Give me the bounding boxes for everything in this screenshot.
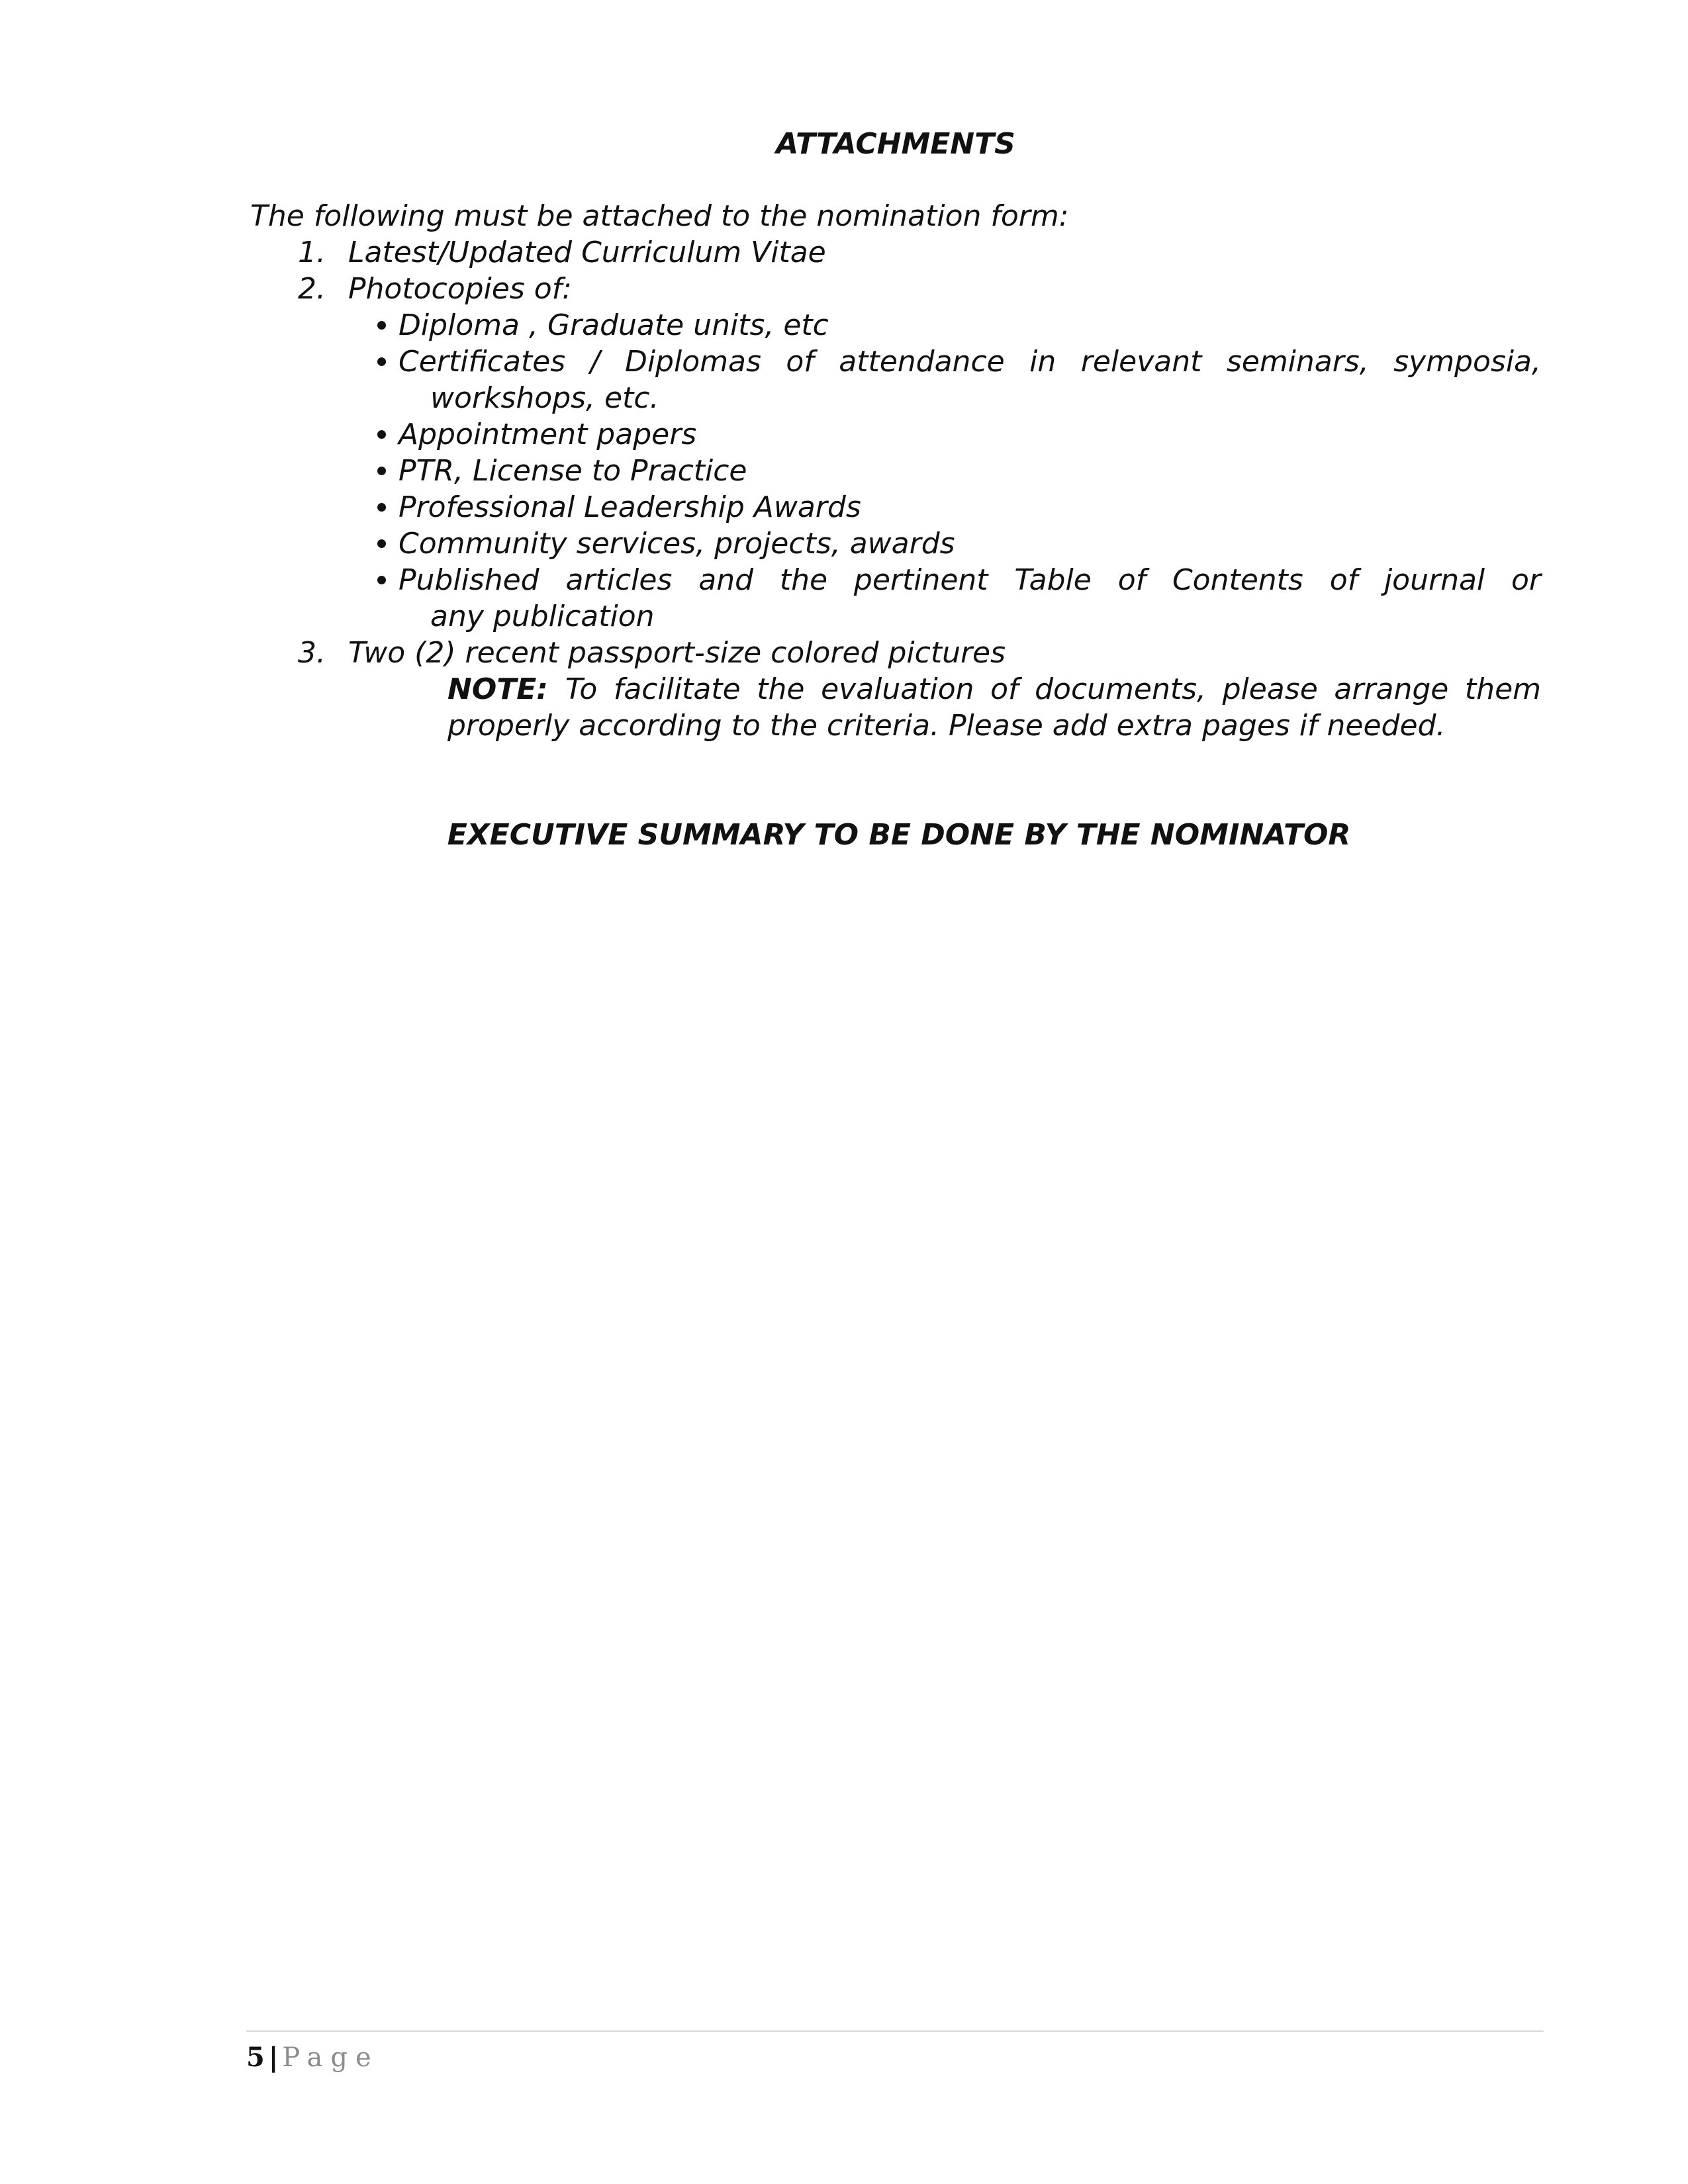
item-number: 2. [298,272,326,306]
list-item [377,416,1541,453]
bullet-text: Appointment papers [399,418,697,451]
bullet-icon [377,503,386,512]
note-label: NOTE: [447,672,548,706]
page-number: 5 [246,2042,265,2073]
bullet-text: Community services, projects, awards [399,527,955,561]
item-number: 1. [298,236,326,269]
bullet-text: Professional Leadership Awards [399,490,861,524]
list-item [250,271,1541,307]
intro-text: The following must be attached to the nomination form: [250,199,1069,233]
bullet-icon [377,576,386,584]
footer-page-label [246,2041,1544,2074]
bullet-text-continued: any publication [430,600,655,633]
document-body [250,126,1541,853]
item-text: Two (2) recent passport-size colored pictures [348,636,1006,670]
list-item [377,307,1541,343]
list-item [377,562,1541,635]
attachments-heading: ATTACHMENTS [776,127,1015,161]
note-block [447,671,1541,744]
list-item [250,234,1541,271]
bullet-icon [377,467,386,475]
list-item [377,489,1541,525]
list-item [250,635,1541,671]
footer-divider [246,2030,1544,2032]
list-item [377,525,1541,562]
note-text-continued: properly according to the criteria. Please add extra pages if needed. [447,709,1446,743]
bullet-text: Published articles and the pertinent Table of Contents of journal or [399,563,1541,597]
bullet-text: Diploma , Graduate units, etc [399,308,829,342]
bullet-text-continued: workshops, etc. [430,381,659,415]
attachments-list [250,234,1541,307]
list-item [377,453,1541,489]
page-separator: | [268,2042,279,2073]
bullet-icon [377,539,386,548]
attachments-list-continued [250,635,1541,671]
item-text: Latest/Updated Curriculum Vitae [348,236,826,269]
bullet-icon [377,430,386,439]
photocopies-list [377,307,1541,635]
page-word: Page [282,2042,379,2073]
executive-summary-heading: EXECUTIVE SUMMARY TO BE DONE BY THE NOMINATOR [447,818,1351,852]
item-text: Photocopies of: [348,272,572,306]
note-text: To facilitate the evaluation of documents, please arrange them [565,672,1541,706]
bullet-icon [377,321,386,330]
bullet-icon [377,357,386,366]
bullet-text: PTR, License to Practice [399,454,747,488]
note-line [447,671,1541,707]
bullet-text: Certificates / Diplomas of attendance in relevant seminars, symposia, [399,345,1541,379]
list-item [377,343,1541,416]
item-number: 3. [298,636,326,670]
page-footer [246,2030,1544,2074]
